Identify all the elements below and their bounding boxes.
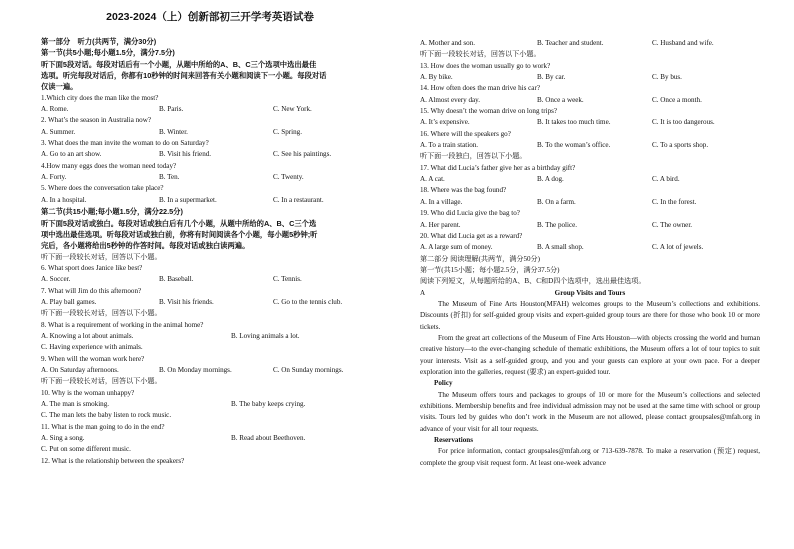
passage-paragraph-1: The Museum of Fine Arts Houston(MFAH) welcomes groups to the Museum’s collections and exhibitions. Discounts (折扣) for self-guided group visits and expert-guided group tours are there for those who book 10 or more tickets.	[420, 299, 760, 331]
option-row	[41, 172, 377, 183]
option-a: A. In a village.	[420, 197, 463, 206]
option-a: A. Summer.	[41, 127, 76, 136]
option-c: C. Husband and wife.	[652, 39, 714, 47]
question-line: 阅读下列短文，从每题所给的A、B、C和D四个选项中，选出最佳选项。	[420, 277, 646, 286]
question-line: C. Having experience with animals.	[41, 343, 143, 352]
option-a: A. Almost every day.	[420, 95, 481, 104]
question-line: 听下面一段较长对话，回答以下小题。	[41, 377, 162, 386]
question-line: 4.How many eggs does the woman need today?	[41, 161, 177, 170]
question-line: 1.Which city does the man like the most?	[41, 93, 159, 102]
option-c: C. On Sunday mornings.	[273, 365, 344, 374]
option-row	[420, 242, 760, 253]
option-row	[420, 117, 760, 128]
option-b: B. Visit his friend.	[159, 150, 212, 159]
option-a: A. In a hospital.	[41, 195, 87, 204]
option-b: B. To the woman’s office.	[537, 141, 611, 150]
option-b: B. On a farm.	[537, 197, 576, 206]
option-a: A. Rome.	[41, 105, 69, 114]
option-c: C. Spring.	[273, 127, 302, 136]
option-c: C. Twenty.	[273, 173, 304, 182]
option-b: B. Visit his friends.	[159, 297, 214, 306]
section-instruction: 项中选出最佳选项。听每段对话或独白前，你将有时间阅读各个小题，每小题5秒钟;听	[41, 229, 318, 239]
option-a: A. Her parent.	[420, 220, 461, 229]
question-line: 10. Why is the woman unhappy?	[41, 388, 135, 397]
option-c: C. Once a month.	[652, 95, 702, 104]
option-a: A. A large sum of money.	[420, 243, 493, 252]
question-line: 11. What is the man going to do in the end?	[41, 422, 165, 431]
question-line: 7. What will Jim do this afternoon?	[41, 286, 142, 295]
option-a: A. On Saturday afternoons.	[41, 365, 119, 374]
question-line: A	[420, 288, 426, 297]
section-instruction: 听下面5段对话或独白。每段对话或独白后有几个小题，从题中所给的A、B、C三个选	[41, 218, 317, 228]
option-row	[420, 220, 760, 231]
option-b: B. Baseball.	[159, 275, 194, 284]
option-b: B. On Monday mornings.	[159, 365, 232, 374]
option-b: B. A dog.	[537, 175, 564, 184]
option-b: B. Once a week.	[537, 95, 584, 104]
section-instruction: 第一节(共5小题;每小题1.5分，满分7.5分)	[41, 48, 175, 58]
question-line: 2. What’s the season in Australia now?	[41, 116, 151, 125]
question-line: C. Put on some different music.	[41, 445, 131, 454]
section-instruction: 第二节(共15小题;每小题1.5分，满分22.5分)	[41, 207, 183, 217]
question-line: 第二部分 阅读理解(共两节，满分50分)	[420, 254, 540, 263]
option-b: B. In a supermarket.	[159, 195, 217, 204]
option-a: A. Play ball games.	[41, 297, 97, 306]
question-line: 8. What is a requirement of working in the animal home?	[41, 320, 204, 329]
option-a: A. Sing a song.	[41, 434, 85, 443]
question-line: 17. What did Lucia’s father give her as a birthday gift?	[420, 163, 576, 172]
option-c: C. The owner.	[652, 220, 693, 229]
option-row	[420, 140, 760, 151]
right-column	[420, 38, 760, 469]
option-b: B. Teacher and student.	[537, 39, 604, 47]
option-c: C. By bus.	[652, 73, 682, 82]
question-line: 第一节(共15小题；每小题2.5分，满分37.5分)	[420, 265, 560, 274]
option-c: C. To a sports shop.	[652, 141, 709, 150]
section-instruction: 听下面5段对话。每段对话后有一个小题，从题中所给的A、B、C三个选项中选出最佳	[41, 59, 317, 69]
option-a: A. Soccer.	[41, 275, 71, 284]
question-line: 6. What sport does Janice like best?	[41, 263, 143, 272]
option-a: A. Mother and son.	[420, 39, 475, 47]
section-instruction: 仅读一遍。	[41, 82, 78, 92]
option-row	[41, 149, 377, 160]
option-row	[41, 331, 377, 342]
option-a: A. The man is smoking.	[41, 400, 110, 408]
question-line: 听下面一段独白，回答以下小题。	[420, 152, 527, 161]
question-line: 9. When will the woman work here?	[41, 354, 145, 363]
reservations-heading: Reservations	[434, 436, 474, 445]
question-line: C. The man lets the baby listen to rock music.	[41, 411, 172, 420]
option-c: C. In a restaurant.	[273, 195, 324, 204]
exam-title: 2023-2024（上）创新部初三开学考英语试卷	[106, 11, 314, 23]
question-line: 14. How often does the man drive his car?	[420, 84, 540, 93]
option-b: B. By car.	[537, 73, 566, 82]
option-b: B. Winter.	[159, 127, 188, 136]
option-c: C. Tennis.	[273, 275, 302, 284]
option-a: A. It’s expensive.	[420, 118, 470, 127]
option-b: B. It takes too much time.	[537, 118, 611, 127]
question-line: 15. Why doesn’t the woman drive on long trips?	[420, 107, 558, 116]
option-row	[41, 399, 377, 410]
option-row	[420, 197, 760, 208]
listening-questions-continued	[420, 38, 760, 299]
option-c: C. New York.	[273, 105, 312, 114]
passage-paragraph-4: For price information, contact groupsales@mfah.org or 713-639-7878. To make a reservation (预定) request, complete the group visit request form. At least one-week advance	[420, 447, 760, 467]
left-column	[41, 36, 377, 467]
question-line: 12. What is the relationship between the speakers?	[41, 456, 185, 465]
option-a: A. Forty.	[41, 173, 67, 182]
option-row	[41, 195, 377, 206]
option-a: A. Go to an art show.	[41, 150, 102, 159]
question-line: 16. Where will the speakers go?	[420, 129, 511, 138]
option-b: B. A small shop.	[537, 243, 584, 252]
option-row	[41, 127, 377, 138]
option-row	[41, 297, 377, 308]
policy-heading: Policy	[434, 379, 453, 388]
passage-paragraph-3: The Museum offers tours and packages to groups of 10 or more for the Museum’s collections and selected exhibitions. Membership benefits and free individual admission may not be used at the same time with school or group visits. Tours led by guides who don’t work in the Museum are not allowed, please contact groupsales@mfah.org in advance of your visit for all tour requests.	[420, 390, 760, 433]
option-b: B. Ten.	[159, 173, 180, 182]
passage-paragraph-2: From the great art collections of the Museum of Fine Arts Houston—with objects crossing the world and human creative history—to the ever-changing schedule of thematic exhibitions, the Museum offers a lot of tour topics to suit your interests. Visit as a self-guided group, and you and your guests can explore at your own pace. For a deeper exploration into the galleries, request (要求) an expert-guided tour.	[420, 333, 760, 376]
option-c: C. See his paintings.	[273, 150, 332, 159]
option-a: A. To a train station.	[420, 141, 479, 150]
section-instruction: 选项。听完每段对话后，你都有10秒钟的时间来回答有关小题和阅读下一小题。每段对话	[41, 71, 327, 81]
question-line: 听下面一段较长对话，回答以下小题。	[41, 309, 162, 318]
option-row	[41, 433, 377, 444]
option-c: C. It is too dangerous.	[652, 118, 715, 127]
option-c: C. Go to the tennis club.	[273, 297, 343, 306]
option-a: A. A cat.	[420, 175, 445, 184]
option-row	[420, 38, 760, 49]
option-a: A. By bike.	[420, 73, 453, 82]
section-instruction: 第一部分 听力(共两节，满分30分)	[41, 37, 157, 46]
option-row	[41, 274, 377, 285]
option-row	[420, 95, 760, 106]
question-line: 13. How does the woman usually go to work?	[420, 61, 551, 70]
question-line: 19. Who did Lucia give the bag to?	[420, 209, 520, 218]
question-line: 听下面一段较长对话，回答以下小题。	[420, 50, 541, 59]
passage-heading: Group Visits and Tours	[554, 288, 626, 297]
question-line: 听下面一段较长对话，回答以下小题。	[41, 252, 162, 261]
option-c: C. A lot of jewels.	[652, 243, 704, 252]
option-c: C. In the forest.	[652, 197, 697, 206]
option-c: C. A bird.	[652, 175, 680, 184]
option-a: A. Knowing a lot about animals.	[41, 331, 134, 340]
option-b: B. Paris.	[159, 105, 184, 114]
question-line: 3. What does the man invite the woman to do on Saturday?	[41, 139, 209, 148]
question-line: 18. Where was the bag found?	[420, 186, 507, 195]
option-row	[420, 72, 760, 83]
question-line: 20. What did Lucia get as a reward?	[420, 231, 523, 240]
option-b: B. Loving animals a lot.	[231, 331, 300, 340]
option-row	[420, 174, 760, 185]
question-line: 5. Where does the conversation take place?	[41, 184, 164, 193]
option-b: B. The police.	[537, 220, 578, 229]
section-instruction: 完后，各小题将给出5秒钟的作答时间。每段对话或独白读两遍。	[41, 241, 250, 251]
option-b: B. Read about Beethoven.	[231, 434, 306, 443]
option-row	[41, 104, 377, 115]
option-b: B. The baby keeps crying.	[231, 400, 306, 408]
option-row	[41, 365, 377, 376]
